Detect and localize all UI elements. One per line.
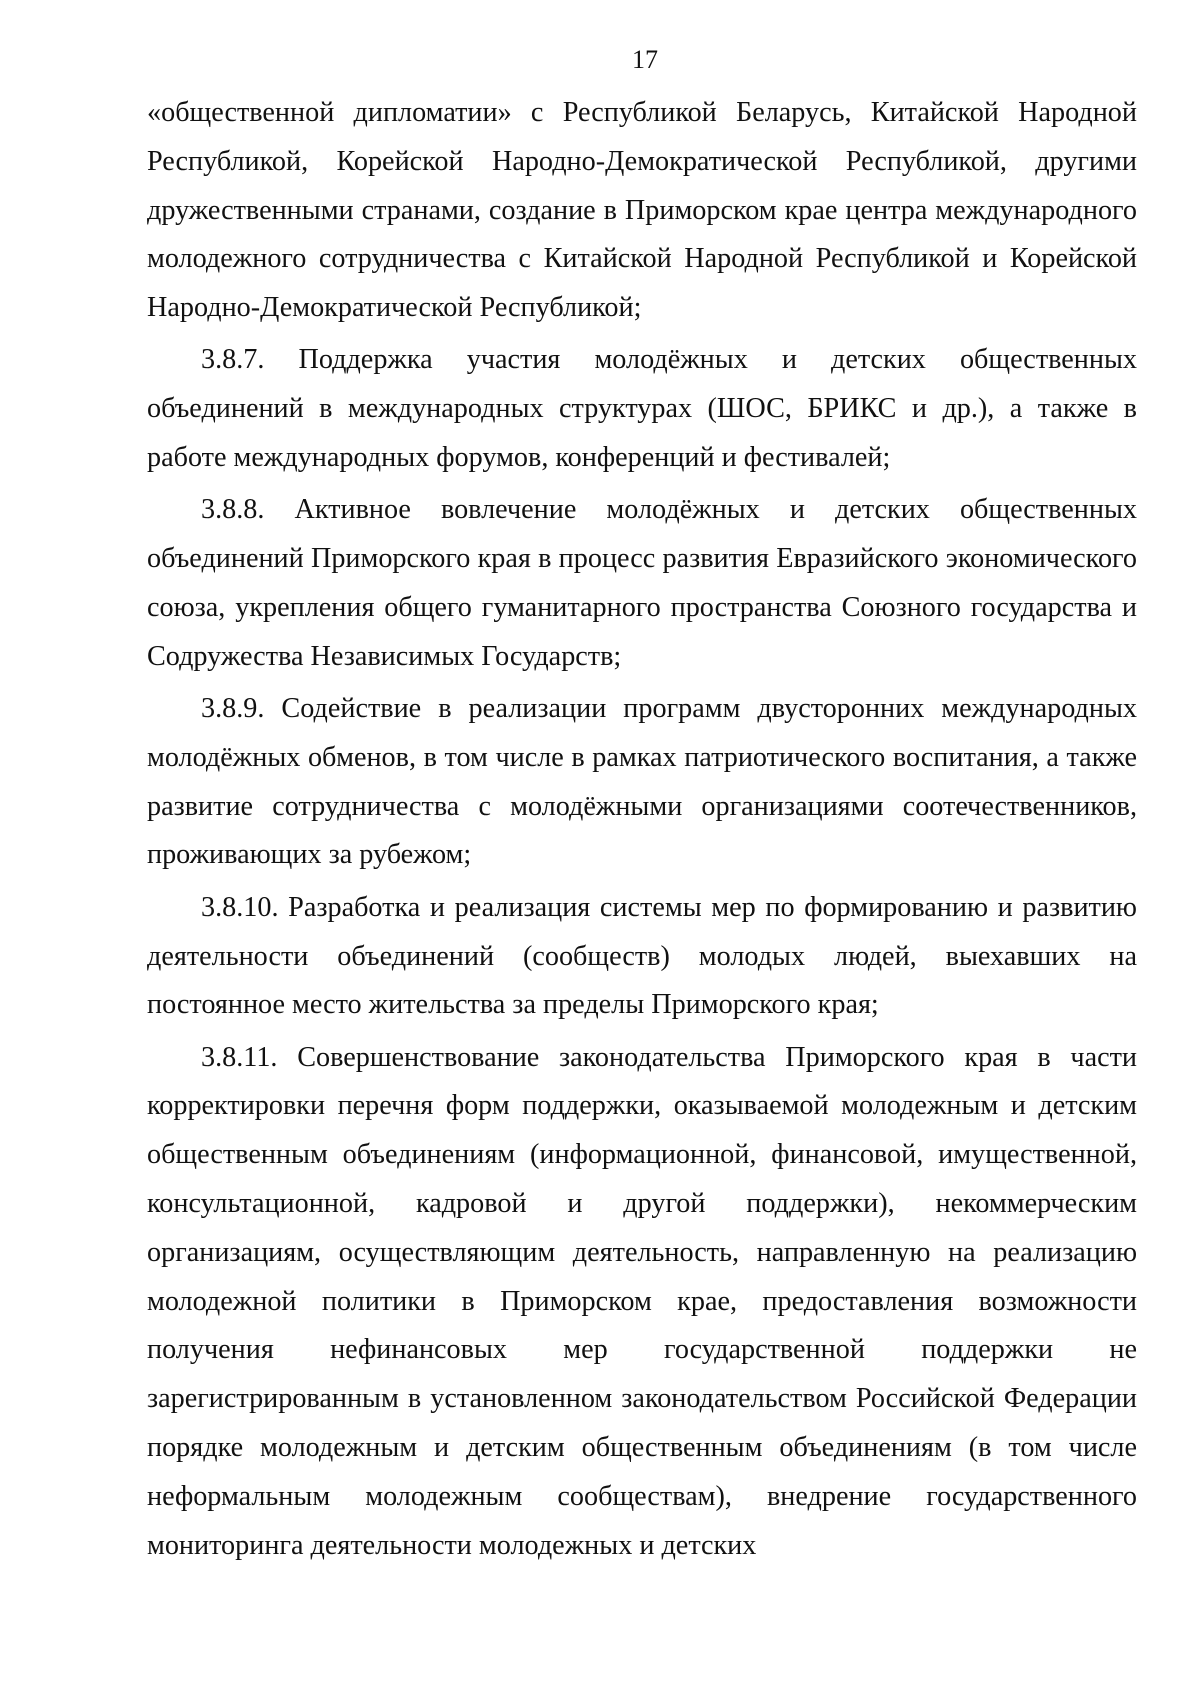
paragraph-3-8-10: 3.8.10. Разработка и реализация системы мер по формированию и развитию деятельности объединений (сообществ) молодых людей, выехавших на постоянное место жительства за пределы Приморского края; — [147, 891, 1137, 1021]
paragraph-3-8-9: 3.8.9. Содействие в реализации программ двусторонних международных молодёжных обменов, в том числе в рамках патриотического воспитания, а также развитие сотрудничества с молодёжными организациями соотечественников, проживающих за рубежом; — [147, 693, 1137, 871]
paragraph-3-8-11: 3.8.11. Совершенствование законодательства Приморского края в части корректировки перечня форм поддержки, оказываемой молодежным и детским общественным объединениям (информационной, финансовой, имущественной, консультационной, кадровой и другой поддержки), некоммерческим организациям, осуществляющим деятельность, направленную на реализацию молодежной политики в Приморском крае, предоставления возможности получения нефинансовых мер государственной поддержки не зарегистрированным в установленном законодательством Российской Федерации порядке молодежным и детским общественным объединениям (в том числе неформальным молодежным сообществам), внедрение государственного мониторинга деятельности молодежных и детских — [147, 1041, 1137, 1561]
page-number: 17 — [632, 45, 658, 74]
paragraph-3-8-8: 3.8.8. Активное вовлечение молодёжных и детских общественных объединений Приморского края в процесс развития Евразийского экономического союза, укрепления общего гуманитарного пространства Союзного государства и Содружества Независимых Государств; — [147, 494, 1137, 672]
paragraph-3-8-7: 3.8.7. Поддержка участия молодёжных и детских общественных объединений в международных структурах (ШОС, БРИКС и др.), а также в работе международных форумов, конференций и фестивалей; — [147, 344, 1137, 474]
paragraph-continuation: «общественной дипломатии» с Республикой Беларусь, Китайской Народной Республикой, Корейской Народно-Демократической Республикой, другими дружественными странами, создание в Приморском крае центра международного молодежного сотрудничества с Китайской Народной Республикой и Корейской Народно-Демократической Республикой; — [147, 97, 1137, 324]
document-body — [147, 89, 1137, 1570]
